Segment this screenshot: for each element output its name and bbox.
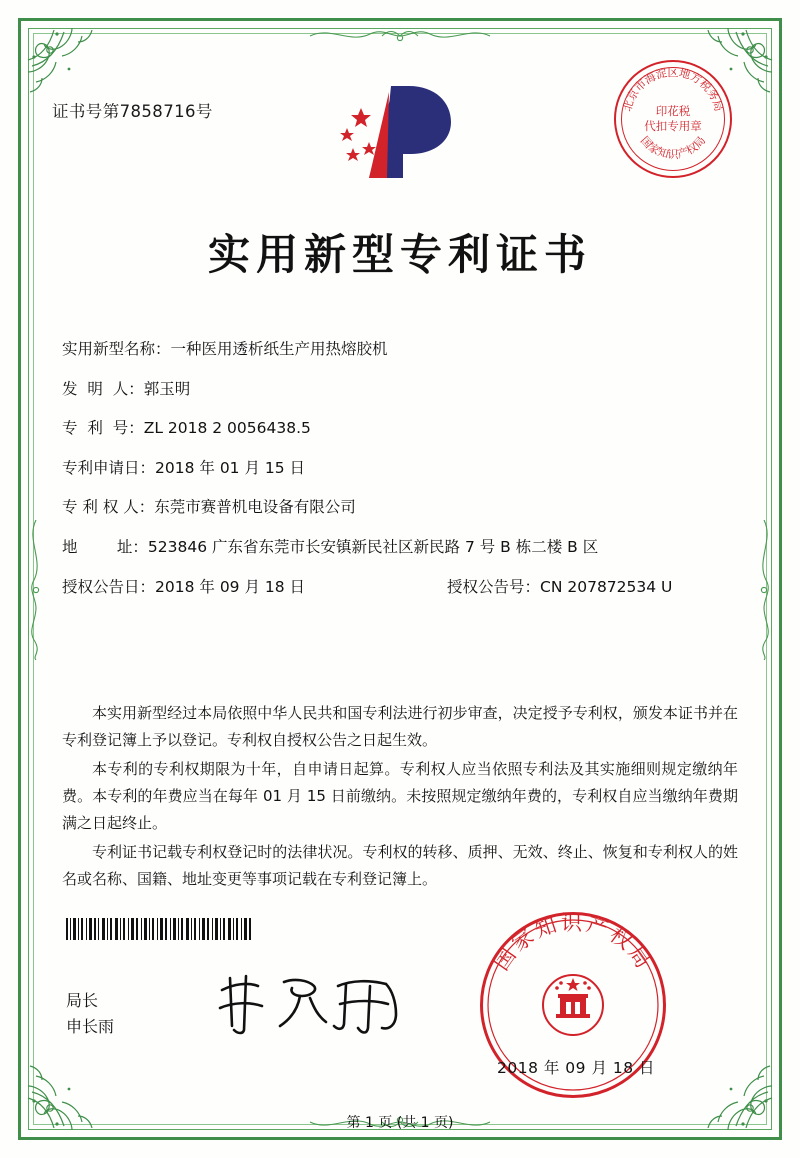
tax-seal-arc-bottom-text: 国家知识产权局: [637, 134, 709, 161]
director-signature-block: [66, 988, 114, 1040]
paragraph-2: 本专利的专利权期限为十年，自申请日起算。专利权人应当依照专利法及其实施细则规定缴纳年费。本专利的年费应当在每年 01 月 15 日前缴纳。未按照规定缴纳年费的，专利权自应当缴纳年费期满之日起终止。: [62, 760, 738, 832]
field-label: 地 址：: [62, 537, 148, 556]
national-emblem-icon: [536, 968, 610, 1042]
field-row-inventor: [62, 380, 742, 399]
field-label: 实用新型名称：: [62, 340, 171, 358]
director-name-label: 申长雨: [66, 1017, 115, 1036]
page-footer: 第 1 页 (共 1 页): [346, 1115, 454, 1131]
field-value: ZL 2018 2 0056438.5: [143, 419, 311, 438]
paragraph-1: 本实用新型经过本局依照中华人民共和国专利法进行初步审查，决定授予专利权，颁发本证书并在专利登记簿上予以登记。专利权自授权公告之日起生效。: [62, 704, 738, 749]
field-row-application-date: [62, 459, 742, 478]
field-label: 专 利 权 人：: [62, 498, 155, 517]
barcode: [66, 918, 251, 940]
tax-seal-center-line2: 代扣专用章: [644, 119, 702, 133]
field-label: 授权公告日：: [62, 577, 156, 596]
field-group-grant-date: [62, 578, 447, 597]
field-row-patentee: [62, 498, 742, 517]
field-row-address: [62, 538, 742, 557]
field-group-grant-number: [447, 578, 742, 597]
director-title-label: 局长: [66, 991, 99, 1010]
certificate-number: 证书号第7858716号: [52, 102, 213, 121]
field-label: 专 利 号：: [62, 419, 144, 438]
field-row-invention-name: [62, 340, 742, 359]
edge-ornament-icon: [752, 520, 778, 660]
patent-office-logo-icon: [325, 78, 475, 188]
tax-seal-center-line1: 印花税: [655, 104, 691, 118]
field-value: 东莞市赛普机电设备有限公司: [154, 498, 356, 517]
field-value: 一种医用透析纸生产用热熔胶机: [170, 340, 388, 358]
legal-text-block: [62, 700, 738, 895]
tax-stamp-seal: [614, 60, 732, 178]
edge-ornament-icon: [310, 22, 490, 48]
field-value: 523846 广东省东莞市长安镇新民社区新民路 7 号 B 栋二楼 B 区: [147, 537, 599, 556]
gov-seal-arc-text: 国家知识产权局: [489, 912, 657, 975]
field-row-grant-info: [62, 578, 742, 597]
handwritten-signature: [210, 968, 420, 1038]
tax-seal-arc-top-text: 北京市海淀区地方税务局: [620, 66, 726, 113]
field-row-patent-number: [62, 419, 742, 438]
field-value: 郭玉明: [143, 379, 191, 398]
field-label: 发 明 人：: [62, 379, 144, 398]
field-list: [62, 340, 742, 596]
edge-ornament-icon: [22, 520, 48, 660]
page-title: 实用新型专利证书: [207, 230, 592, 279]
field-label: 专利申请日：: [62, 458, 156, 477]
seal-date: 2018 年 09 月 18 日: [497, 1059, 656, 1077]
paragraph-3: 专利证书记载专利权登记时的法律状况。专利权的转移、质押、无效、终止、恢复和专利权人的姓名或名称、国籍、地址变更等事项记载在专利登记簿上。: [62, 843, 738, 888]
field-value: 2018 年 01 月 15 日: [155, 458, 306, 477]
field-value: 2018 年 09 月 18 日: [155, 577, 306, 596]
field-label: 授权公告号：: [447, 577, 541, 596]
field-value: CN 207872534 U: [540, 577, 673, 596]
